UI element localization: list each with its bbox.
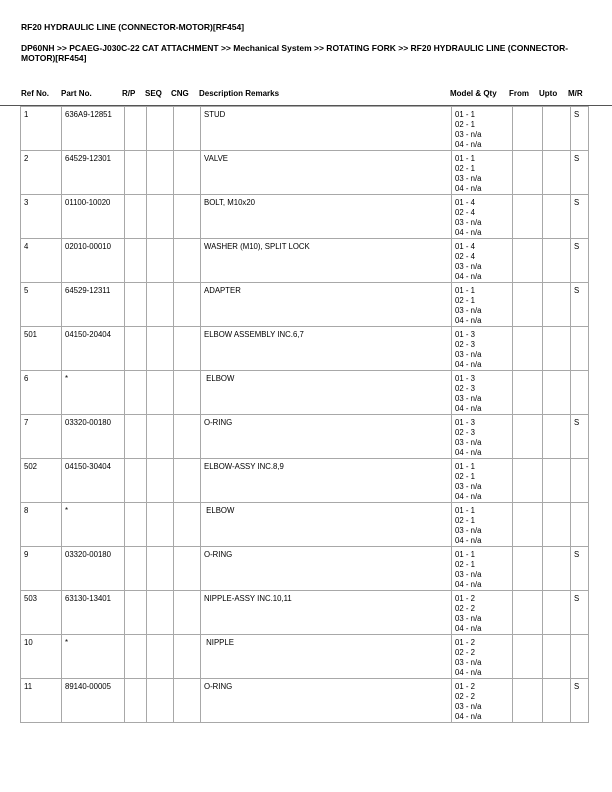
ref-no: 6 xyxy=(21,371,62,415)
qty-line: 04 - n/a xyxy=(455,272,482,281)
upto-cell xyxy=(543,239,571,283)
qty-line: 01 - 1 xyxy=(455,154,475,163)
qty-line: 03 - n/a xyxy=(455,702,482,711)
qty-line: 02 - 2 xyxy=(455,604,475,613)
qty-line: 02 - 1 xyxy=(455,472,475,481)
part-no: 04150-20404 xyxy=(62,327,125,371)
qty-line: 01 - 1 xyxy=(455,286,475,295)
qty-line: 02 - 1 xyxy=(455,516,475,525)
description: O-RING xyxy=(201,679,452,723)
rp-cell xyxy=(125,239,147,283)
ref-no: 502 xyxy=(21,459,62,503)
qty-line: 03 - n/a xyxy=(455,306,482,315)
col-ref: Ref No. xyxy=(21,89,49,98)
part-no: 89140-00005 xyxy=(62,679,125,723)
qty-line: 03 - n/a xyxy=(455,174,482,183)
table-row xyxy=(21,591,589,635)
qty-line: 02 - 1 xyxy=(455,296,475,305)
ref-no: 4 xyxy=(21,239,62,283)
rp-cell xyxy=(125,151,147,195)
ref-no: 7 xyxy=(21,415,62,459)
rp-cell xyxy=(125,547,147,591)
part-no: 636A9-12851 xyxy=(62,107,125,151)
model-qty xyxy=(452,151,513,195)
col-from: From xyxy=(509,89,529,98)
mr-cell: S xyxy=(571,547,589,591)
table-row xyxy=(21,283,589,327)
part-no: 01100-10020 xyxy=(62,195,125,239)
mr-cell xyxy=(571,635,589,679)
description: O-RING xyxy=(201,415,452,459)
qty-line: 01 - 1 xyxy=(455,110,475,119)
upto-cell xyxy=(543,195,571,239)
qty-line: 04 - n/a xyxy=(455,536,482,545)
model-qty xyxy=(452,107,513,151)
ref-no: 501 xyxy=(21,327,62,371)
part-no: 64529-12311 xyxy=(62,283,125,327)
qty-line: 01 - 2 xyxy=(455,682,475,691)
parts-table xyxy=(20,106,589,723)
model-qty xyxy=(452,459,513,503)
table-row xyxy=(21,635,589,679)
qty-line: 04 - n/a xyxy=(455,580,482,589)
rp-cell xyxy=(125,107,147,151)
mr-cell xyxy=(571,371,589,415)
seq-cell xyxy=(147,327,174,371)
seq-cell xyxy=(147,635,174,679)
rp-cell xyxy=(125,195,147,239)
ref-no: 9 xyxy=(21,547,62,591)
table-header xyxy=(0,87,612,106)
qty-line: 01 - 3 xyxy=(455,330,475,339)
qty-line: 03 - n/a xyxy=(455,262,482,271)
ref-no: 2 xyxy=(21,151,62,195)
rp-cell xyxy=(125,415,147,459)
qty-line: 02 - 1 xyxy=(455,164,475,173)
ref-no: 8 xyxy=(21,503,62,547)
seq-cell xyxy=(147,283,174,327)
model-qty xyxy=(452,635,513,679)
part-no: * xyxy=(62,635,125,679)
mr-cell: S xyxy=(571,107,589,151)
rp-cell xyxy=(125,503,147,547)
upto-cell xyxy=(543,459,571,503)
col-part: Part No. xyxy=(61,89,92,98)
part-no: 63130-13401 xyxy=(62,591,125,635)
cng-cell xyxy=(174,283,201,327)
qty-line: 03 - n/a xyxy=(455,218,482,227)
from-cell xyxy=(513,415,543,459)
rp-cell xyxy=(125,591,147,635)
ref-no: 503 xyxy=(21,591,62,635)
rp-cell xyxy=(125,327,147,371)
qty-line: 04 - n/a xyxy=(455,712,482,721)
qty-line: 04 - n/a xyxy=(455,360,482,369)
description: ELBOW xyxy=(201,503,452,547)
table-row xyxy=(21,327,589,371)
cng-cell xyxy=(174,151,201,195)
qty-line: 03 - n/a xyxy=(455,130,482,139)
seq-cell xyxy=(147,239,174,283)
mr-cell: S xyxy=(571,283,589,327)
qty-line: 01 - 4 xyxy=(455,198,475,207)
qty-line: 02 - 2 xyxy=(455,692,475,701)
ref-no: 10 xyxy=(21,635,62,679)
table-row xyxy=(21,195,589,239)
qty-line: 01 - 1 xyxy=(455,506,475,515)
qty-line: 01 - 3 xyxy=(455,374,475,383)
seq-cell xyxy=(147,371,174,415)
qty-line: 04 - n/a xyxy=(455,140,482,149)
seq-cell xyxy=(147,591,174,635)
part-no: 64529-12301 xyxy=(62,151,125,195)
upto-cell xyxy=(543,283,571,327)
table-row xyxy=(21,107,589,151)
model-qty xyxy=(452,371,513,415)
description: VALVE xyxy=(201,151,452,195)
qty-line: 02 - 3 xyxy=(455,340,475,349)
cng-cell xyxy=(174,459,201,503)
rp-cell xyxy=(125,459,147,503)
seq-cell xyxy=(147,679,174,723)
qty-line: 04 - n/a xyxy=(455,184,482,193)
from-cell xyxy=(513,679,543,723)
qty-line: 03 - n/a xyxy=(455,526,482,535)
table-row xyxy=(21,503,589,547)
from-cell xyxy=(513,547,543,591)
qty-line: 02 - 1 xyxy=(455,120,475,129)
col-seq: SEQ xyxy=(145,89,162,98)
qty-line: 01 - 3 xyxy=(455,418,475,427)
table-row xyxy=(21,415,589,459)
upto-cell xyxy=(543,151,571,195)
upto-cell xyxy=(543,503,571,547)
cng-cell xyxy=(174,327,201,371)
description: WASHER (M10), SPLIT LOCK xyxy=(201,239,452,283)
description: ELBOW ASSEMBLY INC.6,7 xyxy=(201,327,452,371)
upto-cell xyxy=(543,327,571,371)
qty-line: 02 - 1 xyxy=(455,560,475,569)
from-cell xyxy=(513,503,543,547)
upto-cell xyxy=(543,591,571,635)
qty-line: 04 - n/a xyxy=(455,316,482,325)
description: NIPPLE xyxy=(201,635,452,679)
seq-cell xyxy=(147,547,174,591)
seq-cell xyxy=(147,415,174,459)
from-cell xyxy=(513,459,543,503)
qty-line: 03 - n/a xyxy=(455,614,482,623)
seq-cell xyxy=(147,195,174,239)
upto-cell xyxy=(543,635,571,679)
cng-cell xyxy=(174,195,201,239)
part-no: 03320-00180 xyxy=(62,415,125,459)
from-cell xyxy=(513,635,543,679)
col-rp: R/P xyxy=(122,89,136,98)
table-row xyxy=(21,371,589,415)
from-cell xyxy=(513,151,543,195)
qty-line: 04 - n/a xyxy=(455,624,482,633)
part-no: 04150-30404 xyxy=(62,459,125,503)
cng-cell xyxy=(174,239,201,283)
mr-cell xyxy=(571,327,589,371)
upto-cell xyxy=(543,679,571,723)
mr-cell xyxy=(571,459,589,503)
mr-cell: S xyxy=(571,415,589,459)
cng-cell xyxy=(174,415,201,459)
cng-cell xyxy=(174,635,201,679)
from-cell xyxy=(513,591,543,635)
upto-cell xyxy=(543,547,571,591)
mr-cell: S xyxy=(571,239,589,283)
model-qty xyxy=(452,547,513,591)
ref-no: 5 xyxy=(21,283,62,327)
part-no: * xyxy=(62,371,125,415)
model-qty xyxy=(452,239,513,283)
table-row xyxy=(21,239,589,283)
qty-line: 04 - n/a xyxy=(455,228,482,237)
description: STUD xyxy=(201,107,452,151)
cng-cell xyxy=(174,371,201,415)
cng-cell xyxy=(174,679,201,723)
upto-cell xyxy=(543,415,571,459)
qty-line: 04 - n/a xyxy=(455,448,482,457)
qty-line: 01 - 1 xyxy=(455,550,475,559)
page-title: RF20 HYDRAULIC LINE (CONNECTOR-MOTOR)[RF454] xyxy=(21,22,245,32)
description: ELBOW-ASSY INC.8,9 xyxy=(201,459,452,503)
col-model: Model & Qty xyxy=(450,89,497,98)
qty-line: 01 - 2 xyxy=(455,638,475,647)
upto-cell xyxy=(543,371,571,415)
model-qty xyxy=(452,503,513,547)
ref-no: 11 xyxy=(21,679,62,723)
mr-cell: S xyxy=(571,195,589,239)
from-cell xyxy=(513,283,543,327)
mr-cell xyxy=(571,503,589,547)
qty-line: 03 - n/a xyxy=(455,658,482,667)
qty-line: 02 - 3 xyxy=(455,428,475,437)
breadcrumb: DP60NH >> PCAEG-J030C-22 CAT ATTACHMENT >> Mechanical System >> ROTATING FORK >> RF20 HYDRAULIC LINE (CONNECTOR-MOTOR)[RF454] xyxy=(21,43,569,63)
description: BOLT, M10x20 xyxy=(201,195,452,239)
col-desc: Description Remarks xyxy=(199,89,280,98)
rp-cell xyxy=(125,679,147,723)
ref-no: 3 xyxy=(21,195,62,239)
description: ADAPTER xyxy=(201,283,452,327)
model-qty xyxy=(452,195,513,239)
cng-cell xyxy=(174,503,201,547)
table-row xyxy=(21,679,589,723)
qty-line: 02 - 2 xyxy=(455,648,475,657)
model-qty xyxy=(452,679,513,723)
description: O-RING xyxy=(201,547,452,591)
model-qty xyxy=(452,591,513,635)
col-mr: M/R xyxy=(568,89,583,98)
qty-line: 04 - n/a xyxy=(455,404,482,413)
qty-line: 01 - 2 xyxy=(455,594,475,603)
model-qty xyxy=(452,415,513,459)
part-no: 02010-00010 xyxy=(62,239,125,283)
from-cell xyxy=(513,195,543,239)
qty-line: 04 - n/a xyxy=(455,492,482,501)
qty-line: 03 - n/a xyxy=(455,394,482,403)
rp-cell xyxy=(125,635,147,679)
ref-no: 1 xyxy=(21,107,62,151)
from-cell xyxy=(513,107,543,151)
table-row xyxy=(21,547,589,591)
qty-line: 01 - 1 xyxy=(455,462,475,471)
qty-line: 03 - n/a xyxy=(455,350,482,359)
description: ELBOW xyxy=(201,371,452,415)
rp-cell xyxy=(125,371,147,415)
table-row xyxy=(21,151,589,195)
cng-cell xyxy=(174,107,201,151)
qty-line: 03 - n/a xyxy=(455,438,482,447)
model-qty xyxy=(452,327,513,371)
upto-cell xyxy=(543,107,571,151)
qty-line: 01 - 4 xyxy=(455,242,475,251)
description: NIPPLE-ASSY INC.10,11 xyxy=(201,591,452,635)
col-upto: Upto xyxy=(539,89,558,98)
seq-cell xyxy=(147,151,174,195)
mr-cell: S xyxy=(571,151,589,195)
qty-line: 02 - 4 xyxy=(455,252,475,261)
cng-cell xyxy=(174,547,201,591)
seq-cell xyxy=(147,503,174,547)
seq-cell xyxy=(147,107,174,151)
part-no: 03320-00180 xyxy=(62,547,125,591)
model-qty xyxy=(452,283,513,327)
mr-cell: S xyxy=(571,679,589,723)
qty-line: 02 - 3 xyxy=(455,384,475,393)
qty-line: 03 - n/a xyxy=(455,482,482,491)
cng-cell xyxy=(174,591,201,635)
mr-cell: S xyxy=(571,591,589,635)
from-cell xyxy=(513,327,543,371)
rp-cell xyxy=(125,283,147,327)
qty-line: 03 - n/a xyxy=(455,570,482,579)
from-cell xyxy=(513,239,543,283)
seq-cell xyxy=(147,459,174,503)
part-no: * xyxy=(62,503,125,547)
col-cng: CNG xyxy=(171,89,189,98)
qty-line: 02 - 4 xyxy=(455,208,475,217)
qty-line: 04 - n/a xyxy=(455,668,482,677)
from-cell xyxy=(513,371,543,415)
table-row xyxy=(21,459,589,503)
